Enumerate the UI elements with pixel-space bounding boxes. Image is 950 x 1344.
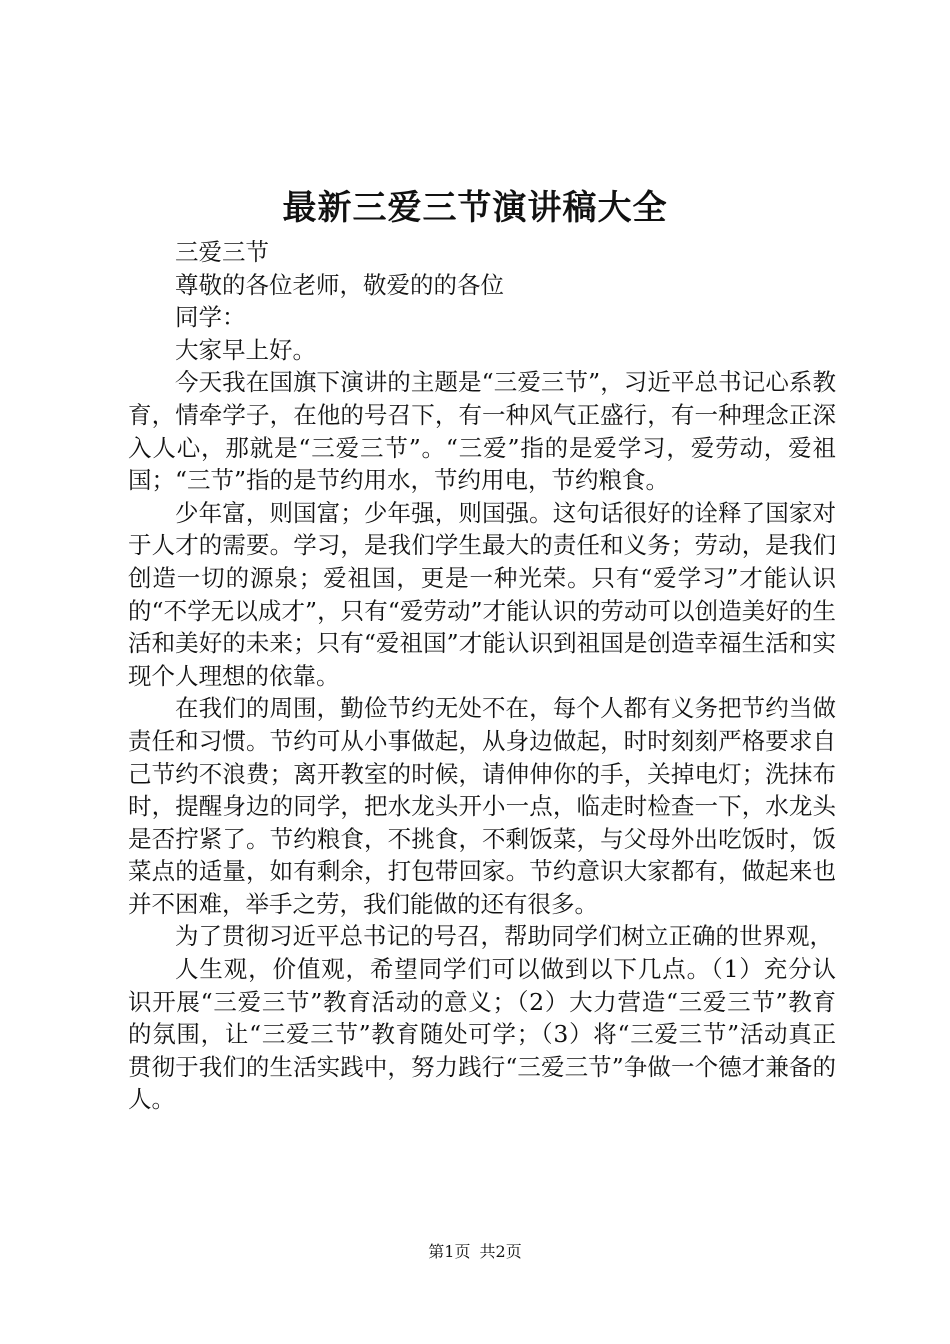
paragraph-salutation-cont: 同学： (175, 303, 246, 332)
paragraph-heading: 三爱三节 (175, 238, 269, 266)
paragraph-call: 为了贯彻习近平总书记的号召，帮助同学们树立正确的世界观， (175, 922, 833, 951)
paragraph-theme: 今天我在国旗下演讲的主题是“三爱三节”，习近平总书记心系教育，情牵学子，在他的号召下，有一种风气正盛行，有一种理念正深入人心，那就是“三爱三节”。“三爱”指的是爱学习，爱劳动，爱祖国；“三节”指的是节约用水，节约用电，节约粮食。 (128, 368, 836, 495)
document-title: 最新三爱三节演讲稿大全 (282, 188, 668, 228)
page-total: 共2页 (479, 1242, 522, 1261)
paragraph-youth: 少年富，则国富；少年强，则国强。这句话很好的诠释了国家对于人才的需要。学习，是我们学生最大的责任和义务；劳动，是我们创造一切的源泉；爱祖国，更是一种光荣。只有“爱学习”才能认识的“不学无以成才”，只有“爱劳动”才能认识的劳动可以创造美好的生活和美好的未来；只有“爱祖国”才能认识到祖国是创造幸福生活和实现个人理想的依靠。 (128, 498, 836, 690)
paragraph-greeting: 大家早上好。 (175, 335, 316, 364)
page-number: 第1页 (428, 1242, 471, 1261)
paragraph-points: 人生观，价值观，希望同学们可以做到以下几点。（1）充分认识开展“三爱三节”教育活动的意义；（2）大力营造“三爱三节”教育的氛围，让“三爱三节”教育随处可学；（3）将“三爱三节”活动真正贯彻于我们的生活实践中，努力践行“三爱三节”争做一个德才兼备的人。 (128, 955, 836, 1114)
paragraph-thrift: 在我们的周围，勤俭节约无处不在，每个人都有义务把节约当做责任和习惯。节约可从小事做起，从身边做起，时时刻刻严格要求自己节约不浪费；离开教室的时候，请伸伸你的手，关掉电灯；洗抹布时，提醒身边的同学，把水龙头开小一点，临走时检查一下，水龙头是否拧紧了。节约粮食，不挑食，不剩饭菜，与父母外出吃饭时，饭菜点的适量，如有剩余，打包带回家。节约意识大家都有，做起来也并不困难，举手之劳，我们能做的还有很多。 (128, 694, 836, 918)
document-body (128, 236, 836, 1116)
page-footer (0, 1240, 950, 1264)
paragraph-salutation: 尊敬的各位老师，敬爱的的各位 (175, 270, 504, 299)
